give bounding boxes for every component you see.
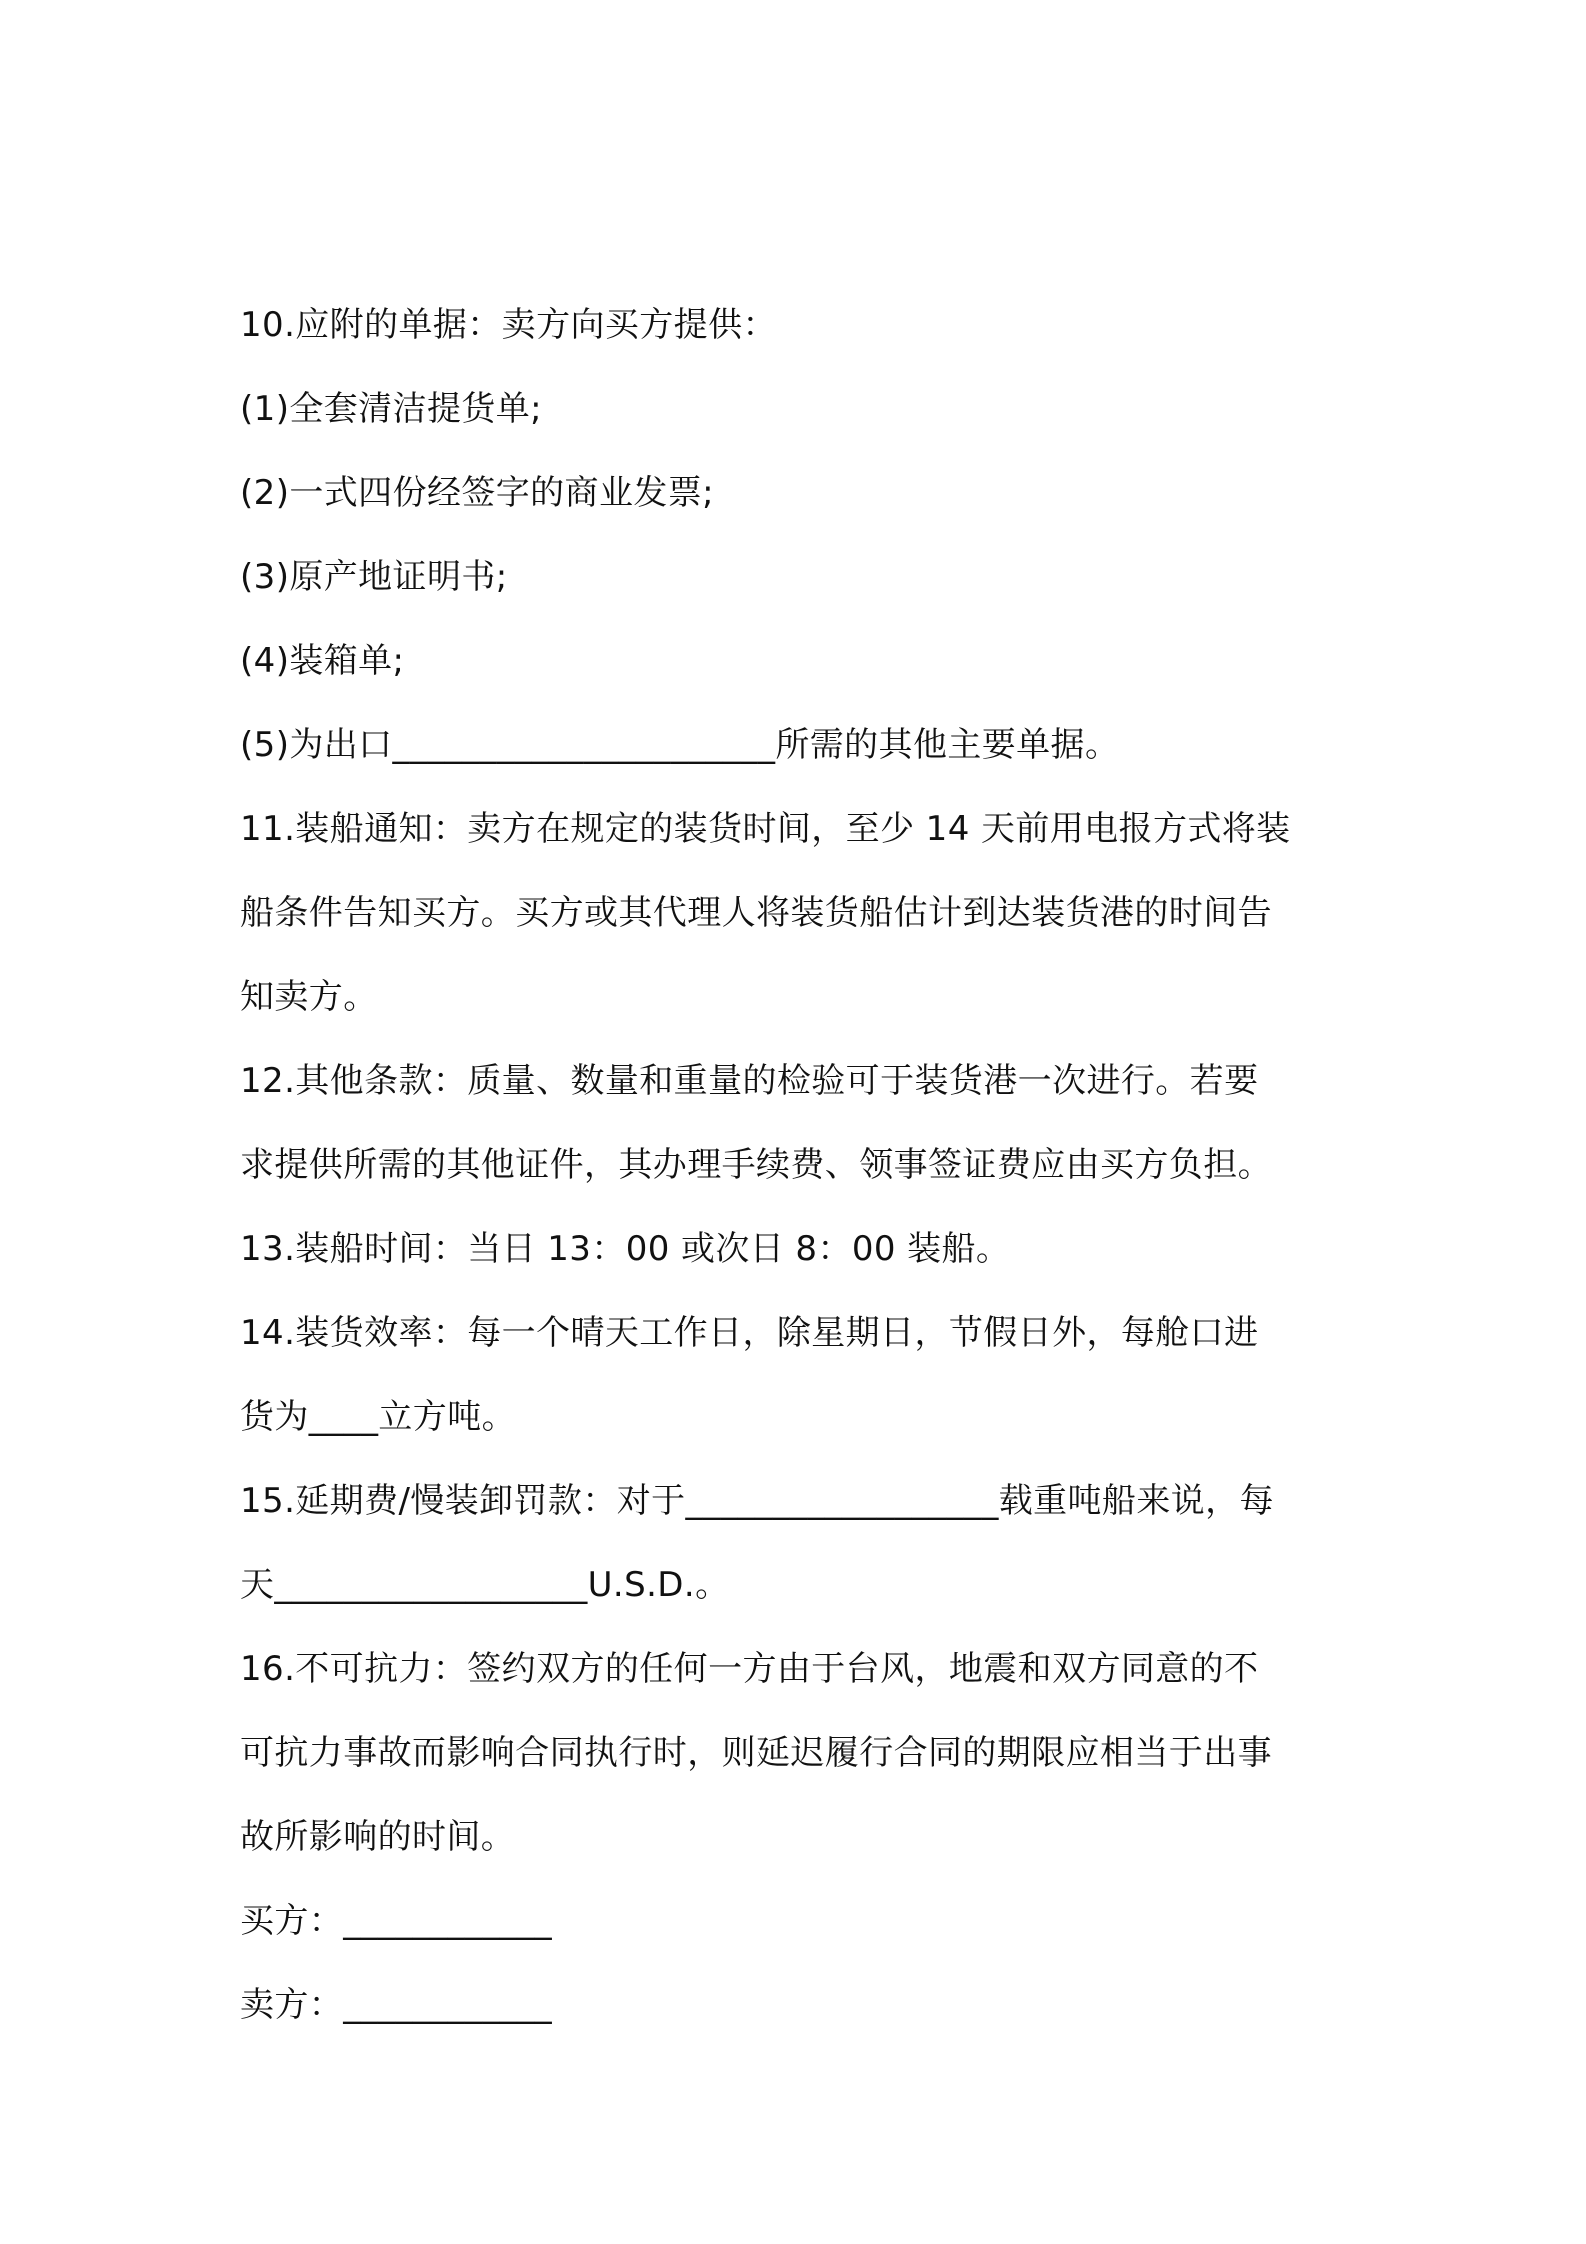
document-item-5: (5)为出口______________________所需的其他主要单据。 bbox=[240, 725, 1120, 765]
clause-14-line-2: 货为____立方吨。 bbox=[240, 1397, 516, 1437]
buyer-signature-line: 买方：____________ bbox=[240, 1901, 552, 1941]
clause-15-line-1: 15.延期费/慢装卸罚款：对于__________________载重吨船来说，每 bbox=[240, 1481, 1274, 1521]
clause-16-line-2: 可抗力事故而影响合同执行时，则延迟履行合同的期限应相当于出事 bbox=[240, 1733, 1272, 1773]
clause-11-line-1: 11.装船通知：卖方在规定的装货时间，至少 14 天前用电报方式将装 bbox=[240, 809, 1291, 849]
clause-12-line-1: 12.其他条款：质量、数量和重量的检验可于装货港一次进行。若要 bbox=[240, 1061, 1259, 1101]
clause-14-line-1: 14.装货效率：每一个晴天工作日，除星期日，节假日外，每舱口进 bbox=[240, 1313, 1259, 1353]
seller-signature-line: 卖方：____________ bbox=[240, 1985, 552, 2025]
clause-10-heading: 10.应附的单据：卖方向买方提供： bbox=[240, 305, 777, 345]
document-item-2: (2)一式四份经签字的商业发票; bbox=[240, 473, 715, 513]
clause-12-line-2: 求提供所需的其他证件，其办理手续费、领事签证费应由买方负担。 bbox=[240, 1145, 1272, 1185]
document-item-4: (4)装箱单; bbox=[240, 641, 405, 681]
clause-15-line-2: 天__________________U.S.D.。 bbox=[240, 1565, 730, 1605]
contract-text bbox=[240, 283, 1360, 2047]
clause-16-line-3: 故所影响的时间。 bbox=[240, 1817, 516, 1857]
clause-13: 13.装船时间：当日 13：00 或次日 8：00 装船。 bbox=[240, 1229, 1011, 1269]
clause-11-line-2: 船条件告知买方。买方或其代理人将装货船估计到达装货港的时间告 bbox=[240, 893, 1272, 933]
document-item-1: (1)全套清洁提货单; bbox=[240, 389, 543, 429]
document-item-3: (3)原产地证明书; bbox=[240, 557, 508, 597]
clause-16-line-1: 16.不可抗力：签约双方的任何一方由于台风，地震和双方同意的不 bbox=[240, 1649, 1259, 1689]
clause-11-line-3: 知卖方。 bbox=[240, 977, 378, 1017]
